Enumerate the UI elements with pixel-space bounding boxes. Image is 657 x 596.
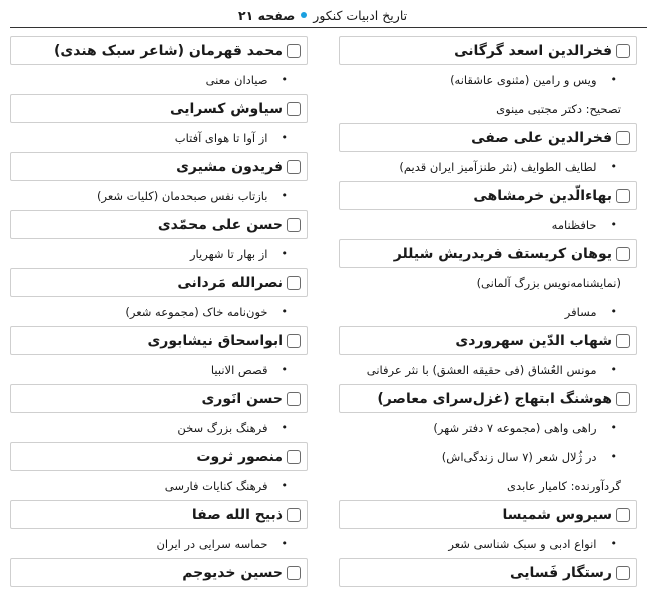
work-item [339, 442, 637, 471]
work-item [339, 355, 637, 384]
work-item [10, 65, 308, 94]
work-title: حماسه سرایی در ایران [156, 536, 268, 551]
work-item [10, 297, 308, 326]
work-item [339, 152, 637, 181]
work-item [10, 529, 308, 558]
checkbox-square-icon [616, 566, 630, 580]
bullet-icon: • [281, 247, 288, 260]
checkbox-square-icon [287, 508, 301, 522]
author-name: حسین خدیوجم [182, 564, 283, 581]
author-heading [339, 123, 637, 152]
author-heading [10, 94, 308, 123]
author-heading [339, 558, 637, 587]
note-text: (نمایشنامه‌نویس بزرگ آلمانی) [476, 275, 621, 290]
author-name: هوشنگ ابتهاج (غزل‌سرای معاصر) [377, 390, 612, 407]
bullet-icon: • [281, 479, 288, 492]
work-title: فرهنگ بزرگ سخن [177, 420, 268, 435]
work-item [10, 355, 308, 384]
work-title: بازتاب نفس صبحدمان (کلیات شعر) [97, 188, 268, 203]
author-name: بهاءالّدین خرمشاهی [473, 187, 612, 204]
author-heading [10, 500, 308, 529]
author-heading [339, 500, 637, 529]
checkbox-square-icon [287, 450, 301, 464]
bullet-icon: • [610, 363, 617, 376]
work-title: قصص الانبیا [210, 362, 268, 377]
bullet-dot-icon [301, 12, 307, 18]
work-item [10, 239, 308, 268]
work-item [10, 181, 308, 210]
author-name: حسن انَوری [201, 390, 283, 407]
work-item [10, 123, 308, 152]
author-name: شهاب الدّین سهروردی [455, 332, 612, 349]
right-column [339, 36, 637, 587]
header-rule [10, 27, 647, 28]
work-title: انواع ادبی و سبک شناسی شعر [448, 536, 597, 551]
checkbox-square-icon [287, 218, 301, 232]
page-number: صفحه ۲۱ [238, 7, 296, 23]
author-name: فخرالدین علی صفی [471, 129, 612, 146]
bullet-icon: • [281, 189, 288, 202]
left-column [10, 36, 308, 587]
checkbox-square-icon [616, 392, 630, 406]
work-title: در ژُلال شعر (۷ سال زندگی‌اش) [441, 449, 597, 464]
bullet-icon: • [281, 73, 288, 86]
work-item [339, 210, 637, 239]
work-title: ویس و رامین (مثنوی عاشقانه) [450, 72, 597, 87]
author-name: منصور ثروت [196, 448, 283, 465]
author-heading [10, 36, 308, 65]
author-name: حسن علی محمّدی [157, 216, 283, 233]
work-title: فرهنگ کنایات فارسی [164, 478, 268, 493]
checkbox-square-icon [616, 508, 630, 522]
bullet-icon: • [281, 131, 288, 144]
author-name: سیاوش کسرایی [170, 100, 283, 117]
section-title: تاریخ ادبیات کنکور [313, 7, 408, 23]
checkbox-square-icon [616, 247, 630, 261]
author-heading [339, 326, 637, 355]
work-item [10, 471, 308, 500]
note-text: گردآورنده: کامیار عابدی [507, 478, 621, 493]
author-heading [10, 210, 308, 239]
author-heading [10, 558, 308, 587]
bullet-icon: • [281, 421, 288, 434]
author-name: فخرالدین اسعد گرگانی [454, 42, 612, 59]
work-title: لطایف الطوایف (نثر طنزآمیز ایران قدیم) [399, 159, 597, 174]
checkbox-square-icon [287, 276, 301, 290]
author-heading [339, 36, 637, 65]
work-title: از آوا تا هوای آفتاب [174, 130, 268, 145]
checkbox-square-icon [287, 102, 301, 116]
bullet-icon: • [610, 160, 617, 173]
checkbox-square-icon [287, 44, 301, 58]
work-title: مسافر [564, 304, 597, 319]
work-title: خون‌نامه خاک (مجموعه شعر) [125, 304, 268, 319]
work-item [339, 413, 637, 442]
work-title: از بهار تا شهریار [189, 246, 268, 261]
author-heading [10, 268, 308, 297]
page-header [0, 0, 657, 30]
work-title: صیادان معنی [205, 72, 268, 87]
bullet-icon: • [281, 305, 288, 318]
work-title: راهی واهی (مجموعه ۷ دفتر شهر) [433, 420, 597, 435]
work-item [339, 529, 637, 558]
author-name: رستگار فَسایی [510, 564, 612, 581]
bullet-icon: • [610, 218, 617, 231]
bullet-icon: • [610, 537, 617, 550]
work-item [10, 413, 308, 442]
bullet-icon: • [610, 305, 617, 318]
note-text: تصحیح: دکتر مجتبی مینوی [496, 101, 621, 116]
checkbox-square-icon [616, 131, 630, 145]
checkbox-square-icon [287, 566, 301, 580]
author-name: نصرالله مَردانی [177, 274, 283, 291]
author-heading [10, 326, 308, 355]
note-line [339, 471, 637, 500]
author-name: یوهان کریستف فریدریش شیللر [393, 245, 612, 262]
checkbox-square-icon [616, 334, 630, 348]
author-name: فریدون مشیری [176, 158, 283, 175]
bullet-icon: • [610, 73, 617, 86]
checkbox-square-icon [287, 334, 301, 348]
checkbox-square-icon [287, 160, 301, 174]
author-heading [10, 384, 308, 413]
author-heading [339, 181, 637, 210]
work-title: مونس العُشاق (فی حقیقه العشق) با نثر عرفانی [366, 362, 597, 377]
bullet-icon: • [281, 537, 288, 550]
bullet-icon: • [281, 363, 288, 376]
work-title: حافظنامه [551, 217, 597, 232]
author-name: ابواسحاق نیشابوری [147, 332, 283, 349]
work-item [339, 65, 637, 94]
author-name: سیروس شمیسا [502, 506, 612, 523]
author-heading [10, 442, 308, 471]
author-name: ذبیح الله صفا [191, 506, 283, 523]
author-heading [339, 384, 637, 413]
checkbox-square-icon [616, 189, 630, 203]
checkbox-square-icon [616, 44, 630, 58]
bullet-icon: • [610, 421, 617, 434]
author-name: محمد قهرمان (شاعر سبک هندی) [54, 42, 283, 59]
author-heading [339, 239, 637, 268]
note-line [339, 268, 637, 297]
bullet-icon: • [610, 450, 617, 463]
note-line [339, 94, 637, 123]
author-heading [10, 152, 308, 181]
work-item [339, 297, 637, 326]
header-title-block [232, 5, 413, 25]
checkbox-square-icon [287, 392, 301, 406]
